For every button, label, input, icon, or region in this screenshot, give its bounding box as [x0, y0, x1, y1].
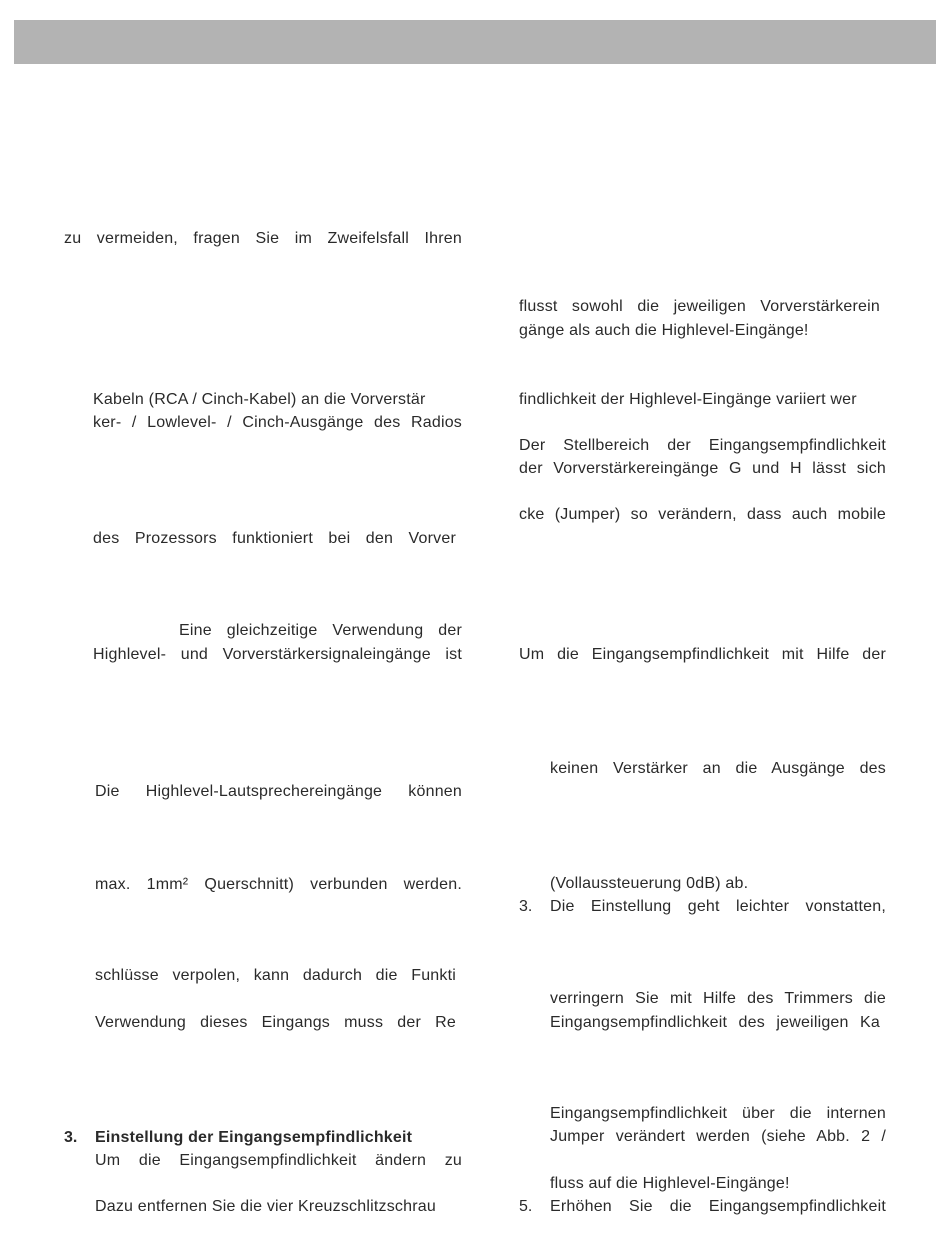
- text-line: Jumper verändert werden (siehe Abb. 2 /: [550, 1128, 886, 1145]
- header-bar: [14, 20, 936, 64]
- text-line: Eine gleichzeitige Verwendung der: [179, 622, 462, 639]
- text-line: cke (Jumper) so verändern, dass auch mobile: [519, 506, 886, 523]
- text-line: schlüsse verpolen, kann dadurch die Funkti: [95, 967, 456, 984]
- text-line: Der Stellbereich der Eingangsempfindlichkeit: [519, 437, 886, 454]
- text-line: der Vorverstärkereingänge G und H lässt sich: [519, 460, 886, 477]
- text-line: findlichkeit der Highlevel-Eingänge variiert wer: [519, 391, 857, 408]
- text-line: verringern Sie mit Hilfe des Trimmers die: [550, 990, 886, 1007]
- text-line: Eingangsempfindlichkeit über die internen: [550, 1105, 886, 1122]
- text-line: Dazu entfernen Sie die vier Kreuzschlitzschrau: [95, 1198, 436, 1215]
- text-line: Um die Eingangsempfindlichkeit ändern zu: [95, 1152, 462, 1169]
- text-line: des Prozessors funktioniert bei den Vorver: [93, 530, 456, 547]
- list-number: 5.: [519, 1198, 533, 1215]
- text-line: flusst sowohl die jeweiligen Vorverstärkerein: [519, 298, 880, 315]
- section-number: 3.: [64, 1129, 78, 1146]
- text-line: Um die Eingangsempfindlichkeit mit Hilfe der: [519, 646, 886, 663]
- text-line: Die Highlevel-Lautsprechereingänge können: [95, 783, 462, 800]
- list-number: 3.: [519, 898, 533, 915]
- text-line: Die Einstellung geht leichter vonstatten,: [550, 898, 886, 915]
- text-line: Eingangsempfindlichkeit des jeweiligen Ka: [550, 1014, 880, 1031]
- text-line: Highlevel- und Vorverstärkersignaleingänge ist: [93, 646, 462, 663]
- text-line: max. 1mm² Querschnitt) verbunden werden.: [95, 876, 462, 893]
- text-line: ker- / Lowlevel- / Cinch-Ausgänge des Radios: [93, 414, 462, 431]
- text-line: Erhöhen Sie die Eingangsempfindlichkeit: [550, 1198, 886, 1215]
- text-line: zu vermeiden, fragen Sie im Zweifelsfall Ihren: [64, 230, 462, 247]
- text-line: keinen Verstärker an die Ausgänge des: [550, 760, 886, 777]
- text-line: fluss auf die Highlevel-Eingänge!: [550, 1175, 790, 1192]
- section-heading: Einstellung der Eingangsempfindlichkeit: [95, 1129, 413, 1146]
- text-line: gänge als auch die Highlevel-Eingänge!: [519, 322, 809, 339]
- text-line: (Vollaussteuerung 0dB) ab.: [550, 875, 749, 892]
- text-line: Verwendung dieses Eingangs muss der Re: [95, 1014, 456, 1031]
- text-line: Kabeln (RCA / Cinch-Kabel) an die Vorverstär: [93, 391, 426, 408]
